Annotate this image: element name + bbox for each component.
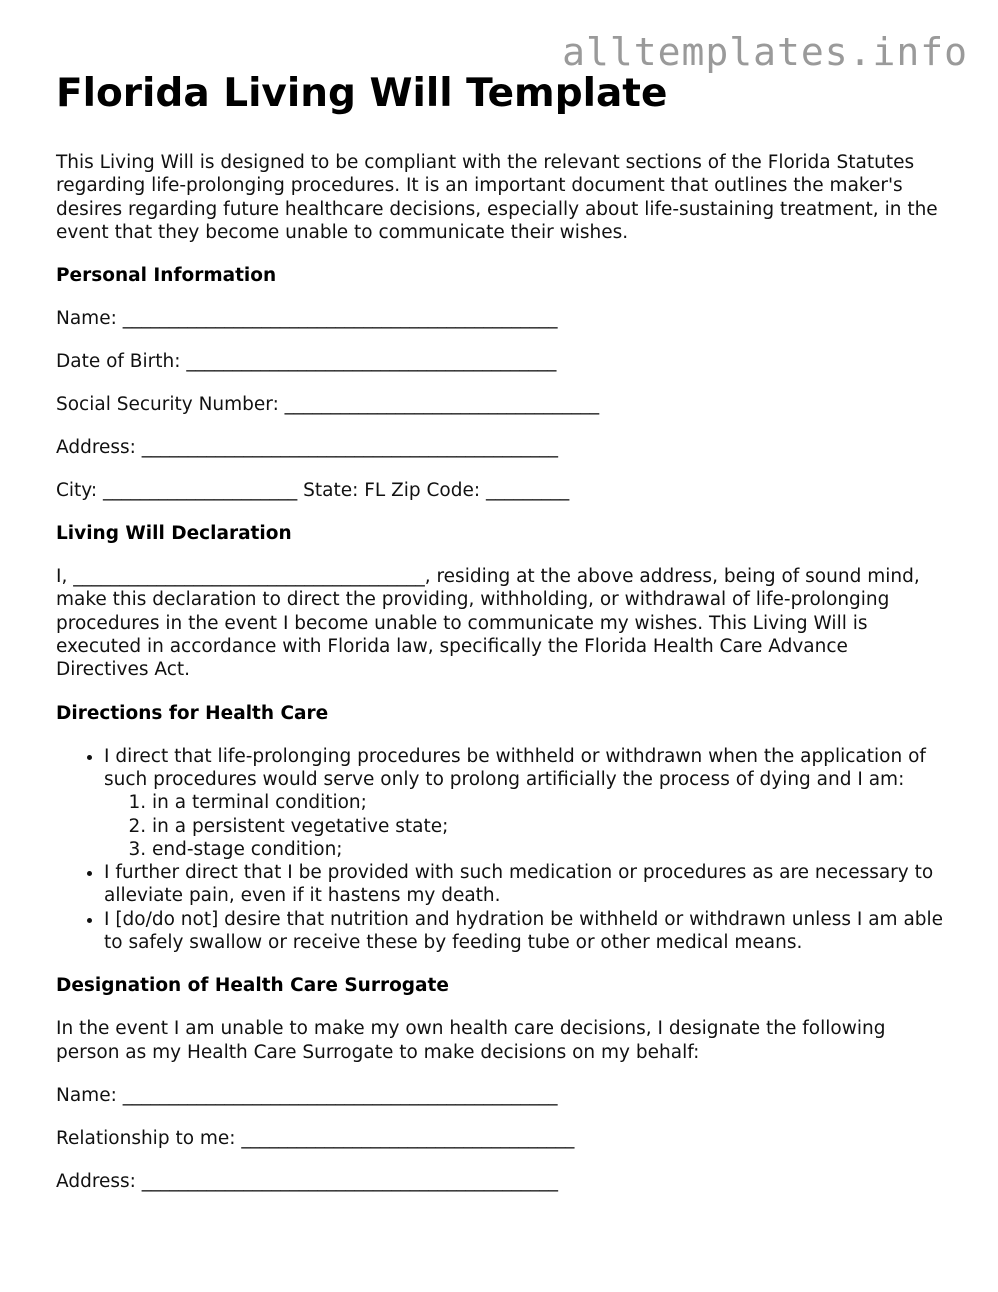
conditions-list: [104, 791, 946, 861]
address-field[interactable]: Address: _____________________________________________: [56, 437, 559, 459]
surrogate-relationship-field[interactable]: Relationship to me: ____________________________________: [56, 1127, 575, 1149]
surrogate-address-field[interactable]: Address: _____________________________________________: [56, 1170, 559, 1192]
list-item: 1. in a terminal condition;: [152, 791, 946, 814]
directions-heading: Directions for Health Care: [56, 702, 329, 724]
declaration-heading: Living Will Declaration: [56, 523, 292, 545]
document-body: [56, 70, 946, 1213]
city-state-zip-field[interactable]: City: _____________________ State: FL Zip Code: _________: [56, 480, 570, 502]
page-title: Florida Living Will Template: [56, 71, 668, 116]
name-field[interactable]: Name: _______________________________________________: [56, 308, 558, 330]
personal-info-heading: Personal Information: [56, 265, 277, 287]
list-item: [104, 745, 946, 861]
surrogate-name-field[interactable]: Name: _______________________________________________: [56, 1084, 558, 1106]
dob-field[interactable]: Date of Birth: ________________________________________: [56, 351, 557, 373]
intro-paragraph: This Living Will is designed to be compliant with the relevant sections of the Florida Statutes regarding life-prolonging procedures. It is an important document that outlines the maker's desires regarding future healthcare decisions, especially about life-sustaining treatment, in the event that they become unable to communicate their wishes.: [56, 152, 938, 243]
list-item: 2. in a persistent vegetative state;: [152, 815, 946, 838]
list-item: • I [do/do not] desire that nutrition and hydration be withheld or withdrawn unless I am able to safely swallow or receive these by feeding tube or other medical means.: [104, 908, 946, 955]
direction-text: I direct that life-prolonging procedures be withheld or withdrawn when the application of such procedures would serve only to prolong artificially the process of dying and I am:: [104, 745, 926, 790]
list-item: • I further direct that I be provided with such medication or procedures as are necessary to alleviate pain, even if it hastens my death.: [104, 861, 946, 908]
surrogate-paragraph: In the event I am unable to make my own health care decisions, I designate the following person as my Health Care Surrogate to make decisions on my behalf:: [56, 1018, 886, 1063]
ssn-field[interactable]: Social Security Number: __________________________________: [56, 394, 600, 416]
directions-list: [56, 745, 946, 955]
watermark: alltemplates.info: [562, 30, 968, 74]
list-item: 3. end-stage condition;: [152, 838, 946, 861]
surrogate-heading: Designation of Health Care Surrogate: [56, 975, 449, 997]
declaration-paragraph: I, ______________________________________, residing at the above address, being of sound mind, make this declaration to direct the providing, withholding, or withdrawal of life-prolonging procedures in the event I become unable to communicate my wishes. This Living Will is executed in accordance with Florida law, specifically the Florida Health Care Advance Directives Act.: [56, 566, 920, 681]
